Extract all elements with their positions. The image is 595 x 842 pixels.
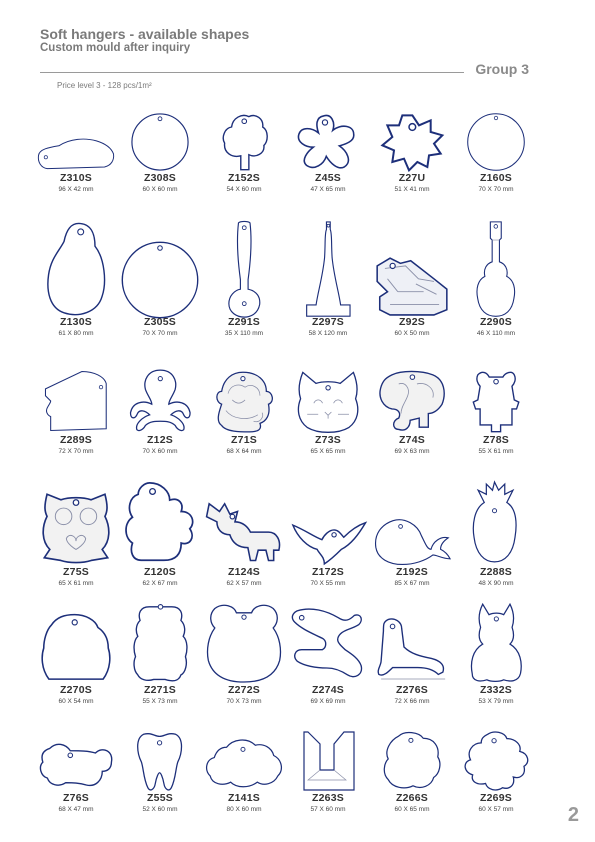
shape-size: 85 X 67 mm [394, 580, 430, 587]
shape-item [454, 476, 538, 587]
shape-item [370, 596, 454, 705]
shape-code: Z75S [63, 566, 89, 578]
shape-size: 60 X 60 mm [142, 186, 178, 193]
shape-size: 48 X 90 mm [478, 580, 514, 587]
shape-code: Z27U [398, 172, 426, 184]
bottle-shape-icon [301, 220, 356, 320]
shape-size: 60 X 54 mm [58, 698, 94, 705]
shape-code: Z291S [228, 316, 260, 328]
shape-item [286, 476, 370, 587]
skate-shape-icon [372, 615, 452, 684]
shape-code: Z120S [144, 566, 176, 578]
shape-size: 61 X 80 mm [58, 330, 94, 337]
pineapple-shape-icon [472, 480, 519, 566]
excavator-shape-icon [372, 253, 452, 320]
letter-shape-icon [298, 730, 358, 792]
shape-item [202, 216, 286, 337]
blob-shape-icon [462, 730, 530, 792]
shape-size: 70 X 70 mm [478, 186, 514, 193]
shape-item [370, 476, 454, 587]
owl-shape-icon [36, 486, 116, 566]
shape-size: 65 X 61 mm [58, 580, 94, 587]
tag-shape-icon [131, 600, 190, 684]
shape-item [454, 364, 538, 455]
shape-size: 60 X 50 mm [394, 330, 430, 337]
cloud-tall-shape-icon [382, 730, 442, 792]
shape-item [202, 364, 286, 455]
bear-shape-icon [471, 368, 521, 434]
car-shape-icon [36, 136, 116, 172]
shape-size: 69 X 69 mm [310, 698, 346, 705]
shape-code: Z272S [228, 684, 260, 696]
shape-size: 58 X 120 mm [308, 330, 348, 337]
shape-code: Z141S [228, 792, 260, 804]
shape-item [118, 108, 202, 193]
shape-code: Z274S [312, 684, 344, 696]
shape-item [370, 726, 454, 813]
shape-item [34, 726, 118, 813]
shape-item [454, 108, 538, 193]
shape-item [454, 216, 538, 337]
header-divider [40, 72, 464, 73]
shape-size: 60 X 65 mm [394, 806, 430, 813]
price-level: Price level 3 - 128 pcs/1m² [57, 81, 152, 90]
shape-code: Z74S [399, 434, 425, 446]
shape-item [34, 364, 118, 455]
tooth-shape-icon [135, 730, 184, 792]
group-label: Group 3 [475, 61, 529, 77]
star-burst-shape-icon [379, 112, 446, 172]
shape-size: 69 X 63 mm [394, 448, 430, 455]
shape-code: Z172S [312, 566, 344, 578]
shape-item [286, 216, 370, 337]
shape-size: 70 X 55 mm [310, 580, 346, 587]
shape-item [370, 108, 454, 193]
guitar-shape-icon [474, 220, 518, 320]
shape-item [286, 108, 370, 193]
shape-item [118, 364, 202, 455]
shape-code: Z263S [312, 792, 344, 804]
shape-code: Z78S [483, 434, 509, 446]
shape-code: Z76S [63, 792, 89, 804]
shape-code: Z71S [231, 434, 257, 446]
shape-size: 70 X 70 mm [142, 330, 178, 337]
cloud-shape-icon [204, 735, 284, 792]
shape-item [34, 216, 118, 337]
shape-item [286, 726, 370, 813]
shape-item [118, 596, 202, 705]
shape-code: Z12S [147, 434, 173, 446]
shape-size: 72 X 66 mm [394, 698, 430, 705]
shape-size: 70 X 60 mm [142, 448, 178, 455]
shape-size: 72 X 70 mm [58, 448, 94, 455]
shape-code: Z332S [480, 684, 512, 696]
shape-code: Z276S [396, 684, 428, 696]
shape-item [286, 364, 370, 455]
cheese-shape-icon [42, 368, 110, 434]
circle-shape-icon [466, 112, 526, 172]
shape-size: 65 X 65 mm [310, 448, 346, 455]
shape-code: Z266S [396, 792, 428, 804]
shape-item [34, 476, 118, 587]
monkey-shape-icon [211, 368, 277, 434]
moose-shape-icon [204, 496, 284, 566]
shape-code: Z310S [60, 172, 92, 184]
shape-code: Z45S [315, 172, 341, 184]
shape-code: Z55S [147, 792, 173, 804]
shape-code: Z297S [312, 316, 344, 328]
flower-shape-icon [295, 112, 360, 172]
shape-size: 35 X 110 mm [224, 330, 264, 337]
shape-item [454, 596, 538, 705]
tree-shape-icon [220, 112, 269, 172]
shape-size: 54 X 60 mm [226, 186, 262, 193]
shape-code: Z130S [60, 316, 92, 328]
shape-size: 70 X 73 mm [226, 698, 262, 705]
shape-code: Z308S [144, 172, 176, 184]
pear-shape-icon [45, 220, 107, 320]
shape-code: Z289S [60, 434, 92, 446]
shape-item [118, 216, 202, 337]
shape-item [202, 726, 286, 813]
shape-size: 68 X 64 mm [226, 448, 262, 455]
shape-code: Z271S [144, 684, 176, 696]
shape-item [286, 596, 370, 705]
shape-item [34, 596, 118, 705]
shape-item [202, 476, 286, 587]
shape-code: Z192S [396, 566, 428, 578]
shape-size: 62 X 67 mm [142, 580, 178, 587]
shape-size: 68 X 47 mm [58, 806, 94, 813]
shape-item [202, 596, 286, 705]
shape-size: 53 X 79 mm [478, 698, 514, 705]
page-subtitle: Custom mould after inquiry [40, 42, 191, 54]
shape-item [118, 726, 202, 813]
shape-code: Z290S [480, 316, 512, 328]
octopus-shape-icon [122, 368, 199, 434]
shape-code: Z305S [144, 316, 176, 328]
bird-shape-icon [288, 513, 368, 566]
shape-size: 80 X 60 mm [226, 806, 262, 813]
shape-item [370, 216, 454, 337]
circle-shape-icon [130, 112, 190, 172]
shape-code: Z124S [228, 566, 260, 578]
shape-size: 55 X 73 mm [142, 698, 178, 705]
shape-code: Z270S [60, 684, 92, 696]
shape-item [34, 108, 118, 193]
snowboard-shape-icon [288, 604, 368, 684]
circle-shape-icon [120, 240, 200, 320]
shape-item [454, 726, 538, 813]
shape-size: 60 X 57 mm [478, 806, 514, 813]
shape-code: Z288S [480, 566, 512, 578]
whale-shape-icon [372, 515, 452, 566]
shape-size: 46 X 110 mm [476, 330, 516, 337]
elephant-shape-icon [376, 368, 449, 434]
bone-shape-icon [36, 737, 116, 792]
cat-shape-icon [294, 368, 362, 434]
hydrant-shape-icon [36, 612, 116, 684]
shape-item [118, 476, 202, 587]
shape-size: 62 X 57 mm [226, 580, 262, 587]
shape-code: Z269S [480, 792, 512, 804]
shape-item [202, 108, 286, 193]
shape-size: 96 X 42 mm [58, 186, 94, 193]
shape-code: Z92S [399, 316, 425, 328]
page-title: Soft hangers - available shapes [40, 26, 250, 42]
shape-code: Z73S [315, 434, 341, 446]
shape-size: 52 X 60 mm [142, 806, 178, 813]
shape-size: 55 X 61 mm [478, 448, 514, 455]
exclamation-shape-icon [225, 220, 264, 320]
shape-size: 57 X 60 mm [310, 806, 346, 813]
bear-head-shape-icon [204, 602, 284, 684]
shape-code: Z152S [228, 172, 260, 184]
shape-size: 47 X 65 mm [310, 186, 346, 193]
lion-shape-icon [121, 480, 198, 566]
shape-code: Z160S [480, 172, 512, 184]
shape-size: 51 X 41 mm [394, 186, 430, 193]
shape-item [370, 364, 454, 455]
page-number: 2 [567, 804, 579, 826]
cat-sitting-shape-icon [468, 600, 525, 684]
